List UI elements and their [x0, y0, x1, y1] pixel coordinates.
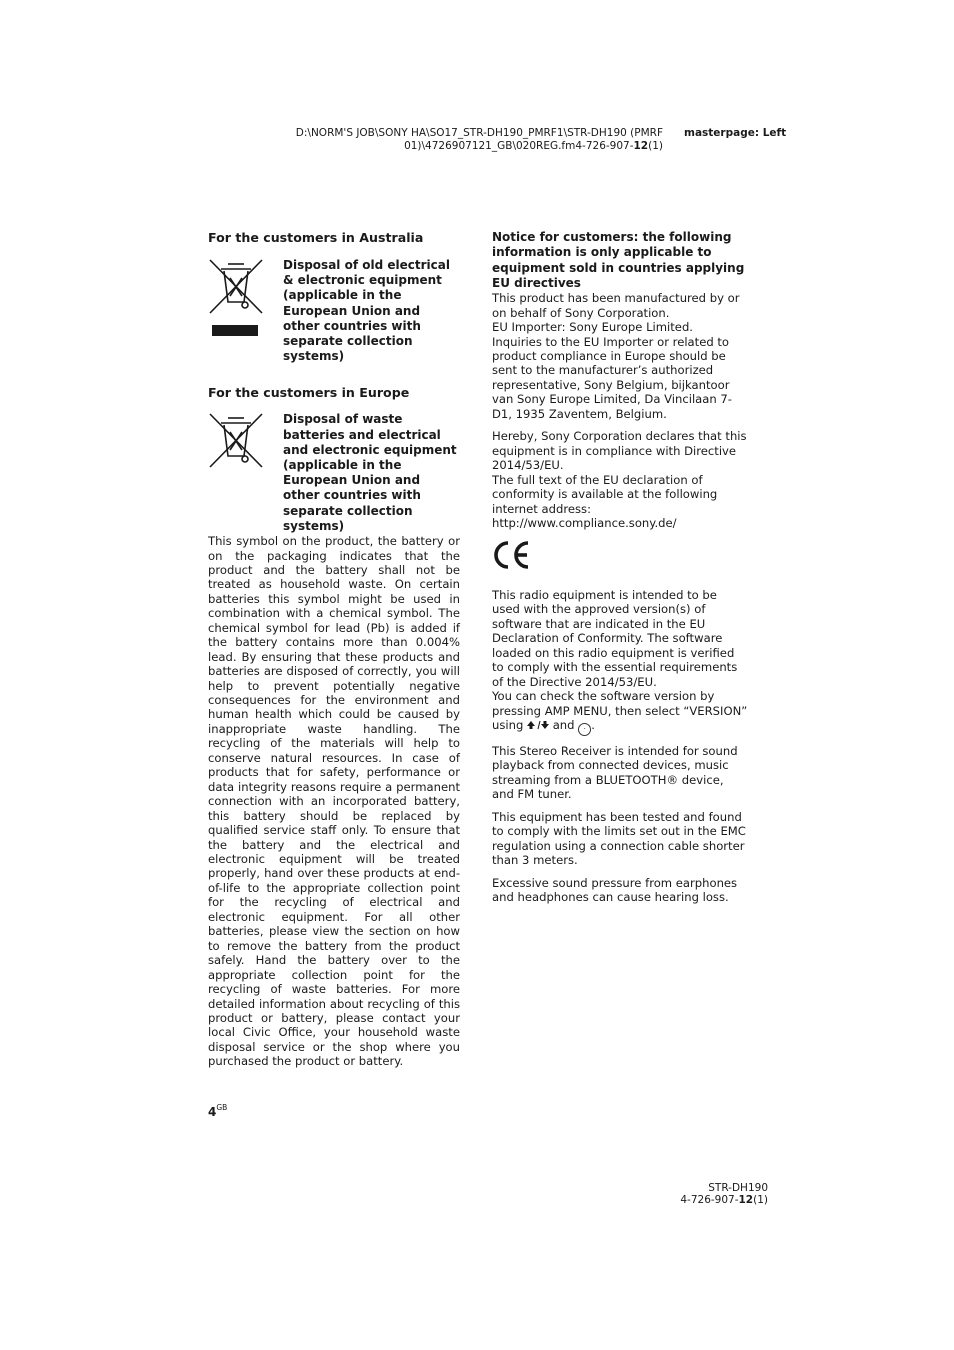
manufacture-paragraph-3: Inquiries to the EU Importer or related to product compliance in Europe should be sent to the manufacturer’s authorized representative, Sony Belgium, bijkantoor van Sony Europe Limited, Da Vincilaan 7-D1, 1935 Zaventem, Belgium. — [492, 334, 732, 421]
ce-mark-icon — [492, 540, 532, 570]
radio-paragraph-1: This radio equipment is intended to be used with the approved version(s) of software that are indicated in the EU Declaration of Conformity. The software loaded on this radio equipment is verified to comply with the essential requirements of the Directive 2014/53/EU. — [492, 587, 738, 689]
europe-heading: For the customers in Europe — [208, 385, 410, 401]
footer-model: STR-DH190 — [708, 1182, 768, 1194]
crossed-bin-icon — [208, 412, 266, 470]
europe-body-text: This symbol on the product, the battery or on the packaging indicates that the product and the battery shall not be treated as household waste. On certain batteries this symbol might be used in combination with a chemical symbol. The chemical symbol for lead (Pb) is added if the battery contains more than 0.004% lead. By ensuring that these products and batteries are disposed of correctly, you will help to prevent potentially negative consequences for the environment and human health which could be caused by inappropriate waste handling. The recycling of the materials will help to conserve natural resources. In case of products that for safety, performance or data integrity reasons require a permanent connection with an incorporated battery, this battery should be replaced by qualified service staff only. To ensure that the battery and the electrical and electronic equipment will be treated properly, hand over these products at end-of-life to the appropriate collection point for the recycling of electrical and electronic equipment. For all other batteries, please view the section on how to remove the battery from the product safely. Hand the battery over to the appropriate collection point for the recycling of waste batteries. For more detailed information about recycling of this product or battery, please contact your local Civic Office, your household waste disposal service or the shop where you purchased the product or battery. — [208, 534, 460, 1069]
australia-symbol-text: Disposal of old electrical & electronic equipment (applicable in the European Union and other countries with separate collection systems) — [283, 258, 450, 364]
enter-button-icon: · — [578, 723, 591, 736]
weee-symbol — [208, 412, 283, 473]
declaration-paragraph-1: Hereby, Sony Corporation declares that this equipment is in compliance with Directive 2014/53/EU. — [492, 429, 747, 473]
left-column — [208, 230, 460, 1069]
header-path-line2: 01)\4726907121_GB\020REG.fm4-726-907-12(1) — [404, 139, 663, 152]
declaration-paragraph-2: The full text of the EU declaration of conformity is available at the following internet address: — [492, 472, 718, 516]
weee-symbol-with-bar — [208, 258, 283, 341]
right-column — [492, 230, 748, 905]
ce-mark — [492, 540, 748, 573]
australia-weee-block — [208, 258, 460, 364]
europe-symbol-text: Disposal of waste batteries and electrical and electronic equipment (applicable in the European Union and other countries with separate collection systems) — [283, 412, 457, 533]
crossed-bin-icon — [208, 258, 266, 338]
eu-notice-title: Notice for customers: the following information is only applicable to equipment sold in countries applying EU directives — [492, 230, 745, 290]
compliance-url: http://www.compliance.sony.de/ — [492, 515, 677, 530]
footer-code: 4-726-907-12(1) — [680, 1194, 768, 1206]
stereo-receiver-paragraph: This Stereo Receiver is intended for sound playback from connected devices, music streaming from a BLUETOOTH® device, and FM tuner. — [492, 743, 738, 802]
page-number: $4^{GB}$ — [208, 1103, 228, 1119]
emc-paragraph: This equipment has been tested and found to comply with the limits set out in the EMC regulation using a connection cable shorter than 3 meters. — [492, 809, 746, 868]
header-file-path — [285, 127, 663, 152]
manufacture-paragraph-1: This product has been manufactured by or on behalf of Sony Corporation. — [492, 291, 740, 320]
manufacture-paragraph-2: EU Importer: Sony Europe Limited. — [492, 320, 693, 335]
radio-paragraph-2: You can check the software version by pressing AMP MENU, then select “VERSION” using and · . — [492, 689, 748, 736]
header-path-line1: D:\NORM'S JOB\SONY HA\SO17_STR-DH190_PMRF1\STR-DH190 (PMRF — [295, 127, 663, 139]
europe-weee-block — [208, 412, 460, 534]
hearing-warning-paragraph: Excessive sound pressure from earphones and headphones can cause hearing loss. — [492, 875, 738, 905]
header-masterpage: masterpage: Left — [684, 127, 787, 139]
up-down-arrow-icon — [527, 720, 549, 730]
australia-heading: For the customers in Australia — [208, 230, 424, 245]
